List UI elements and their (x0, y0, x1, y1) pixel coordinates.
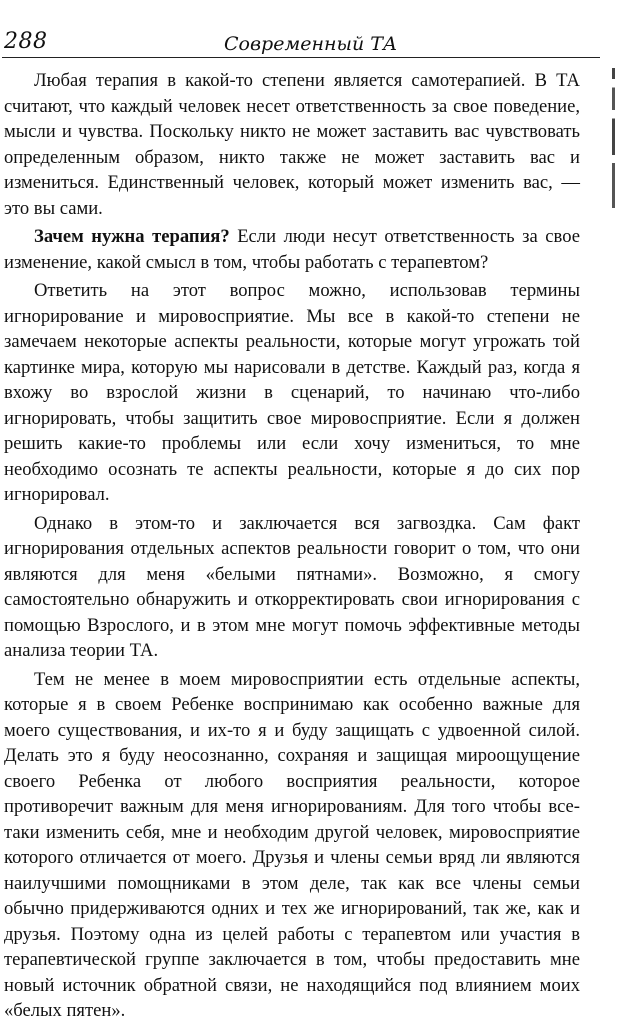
paragraph (4, 511, 580, 664)
paragraph-text: Любая терапия в какой-то степени является самотерапией. В ТА считают, что каждый человек несет ответственность за свое поведение, мысли и чувства. Поскольку никто не может заставить вас чувствовать определенным образом, никто также не может заставить вас и измениться. Единственный человек, который может изменить вас, — это вы сами. (4, 70, 580, 219)
paragraph (4, 224, 580, 275)
page-number: 288 (4, 29, 48, 54)
running-title: Современный ТА (224, 33, 398, 55)
body-text (4, 68, 580, 1024)
paragraph-text: Тем не менее в моем мировосприятии есть отдельные аспекты, которые я в своем Ребенке воспринимаю как особенно важные для моего существования, и их-то я и буду защищать с удвоенной силой. Делать это я буду неосознанно, сохраняя и защищая мироощущение своего Ребенка от любого восприятия реальности, которое противоречит важным для меня игнорированиям. Для того чтобы все-таки изменить себя, мне и необходим другой человек, мировосприятие которого отличается от моего. Друзья и члены семьи вряд ли являются наилучшими помощниками в этом деле, так как все члены семьи обычно придерживаются одних и тех же игнорирований, так же, как и друзья. Поэтому одна из целей работы с терапевтом или участия в терапевтической группе заключается в том, чтобы предоставить мне новый источник обратной связи, не находящийся под влиянием моих «белых пятен». (4, 668, 580, 1021)
paragraph-text: Если люди несут ответственность за свое изменение, какой смысл в том, чтобы работать с терапевтом? (4, 226, 580, 273)
paragraph-text: Однако в этом-то и заключается вся загвоздка. Сам факт игнорирования отдельных аспектов реальности говорит о том, что они являются для меня «белыми пятнами». Возможно, я смогу самостоятельно обнаружить и откорректировать свои игнорирования с помощью Взрослого, и в этом мне могут помочь эффективные методы анализа теории ТА. (4, 512, 580, 661)
page-header (2, 16, 602, 56)
paragraph (4, 667, 580, 1024)
header-rule (2, 57, 600, 58)
paragraph-lead-heading: Зачем нужна терапия? (34, 226, 230, 247)
paragraph (4, 68, 580, 221)
paragraph-text: Ответить на этот вопрос можно, использовав термины игнорирование и мировосприятие. Мы все в какой-то степени не замечаем некоторые аспекты реальности, которые могут угрожать той картинке мира, которую мы нарисовали в детстве. Каждый раз, когда я вхожу во взрослой жизни в сценарий, то начинаю что-либо игнорировать, чтобы защитить свое мировосприятие. Если я должен решить какие-то проблемы или если хочу измениться, то мне необходимо осознать те аспекты реальности, которые я до сих пор игнорировал. (4, 280, 580, 505)
paragraph (4, 278, 580, 508)
page-edge-scan-mark (612, 68, 615, 208)
